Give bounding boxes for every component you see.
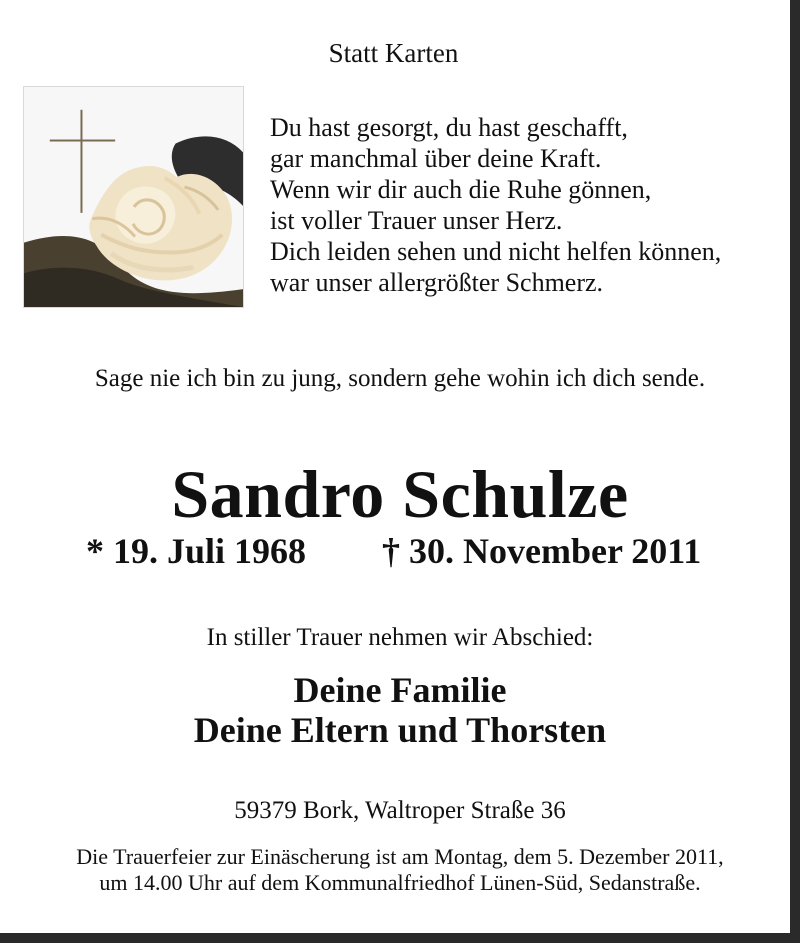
life-dates [0,530,800,570]
header-title: Statt Karten [328,38,459,68]
poem-line-4: ist voller Trauer unser Herz. [270,206,563,235]
notice-line-2: um 14.00 Uhr auf dem Kommunalfriedhof Lünen-Süd, Sedanstraße. [99,870,701,895]
birth-date: * 19. Juli 1968 [86,531,307,571]
family-line-1: Deine Familie [293,670,507,710]
poem-line-2: gar manchmal über deine Kraft. [270,144,602,173]
farewell-text: In stiller Trauer nehmen wir Abschied: [206,624,594,651]
family-line-2: Deine Eltern und Thorsten [193,710,607,750]
notice-line-1: Die Trauerfeier zur Einäscherung ist am Montag, dem 5. Dezember 2011, [76,844,724,869]
death-date: † 30. November 2011 [382,531,702,571]
deceased-name: Sandro Schulze [171,456,629,532]
funeral-notice [0,844,800,896]
memorial-image [23,86,244,308]
family-signature [0,670,800,750]
poem-line-5: Dich leiden sehen und nicht helfen können, [270,237,722,266]
poem-line-6: war unser allergrößter Schmerz. [270,268,604,297]
poem-block [270,112,770,298]
poem-line-1: Du hast gesorgt, du hast geschafft, [270,113,628,142]
address-text: 59379 Bork, Waltroper Straße 36 [234,797,566,824]
motto-text: Sage nie ich bin zu jung, sondern gehe wohin ich dich sende. [94,365,706,392]
poem-line-3: Wenn wir dir auch die Ruhe gönnen, [270,175,652,204]
